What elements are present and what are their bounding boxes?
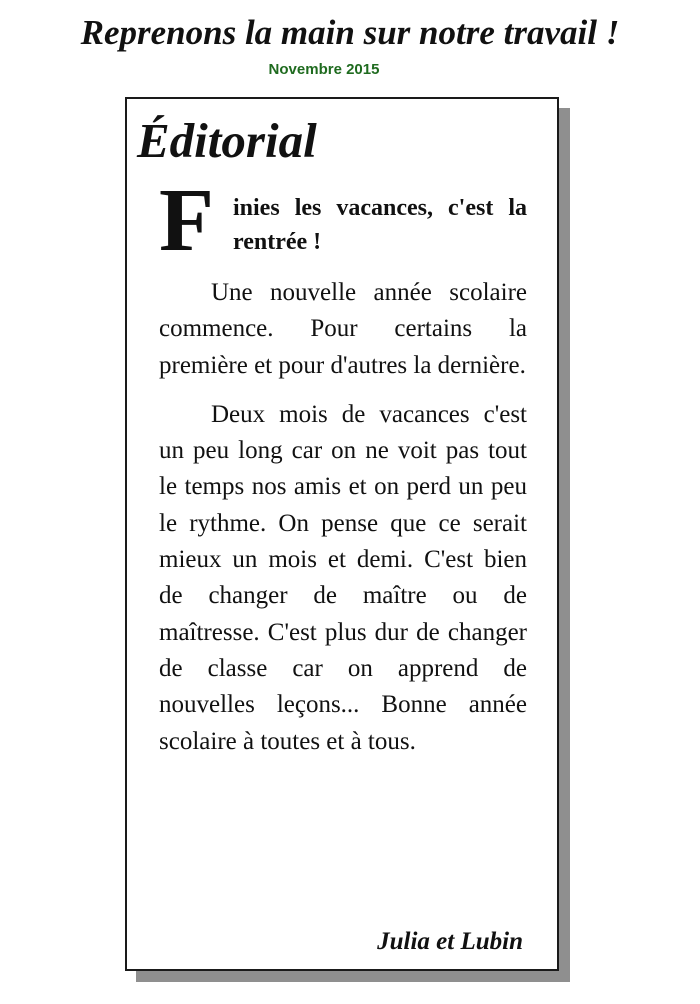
lead-block	[159, 171, 527, 270]
article-body	[159, 275, 527, 760]
paragraph: Deux mois de vacances c'est un peu long car on ne voit pas tout le temps nos amis et on perd un peu le rythme. On pense que ce serait mieux un mois et demi. C'est bien de changer de maître ou de maîtresse. C'est plus dur de changer de classe car on apprend de nouvelles leçons... Bonne année scolaire à toutes et à tous.	[159, 400, 527, 755]
newspaper-title: Reprenons la main sur notre travail !	[80, 13, 620, 52]
section-title: Éditorial	[137, 113, 317, 168]
editorial-box	[125, 97, 559, 971]
author-signature: Julia et Lubin	[377, 928, 523, 955]
lead-text: inies les vacances, c'est la rentrée !	[233, 195, 527, 255]
drop-cap: F	[159, 171, 214, 270]
issue-date: Novembre 2015	[268, 61, 380, 78]
paragraph: Une nouvelle année scolaire commence. Pour certains la première et pour d'autres la dernière.	[159, 279, 527, 379]
